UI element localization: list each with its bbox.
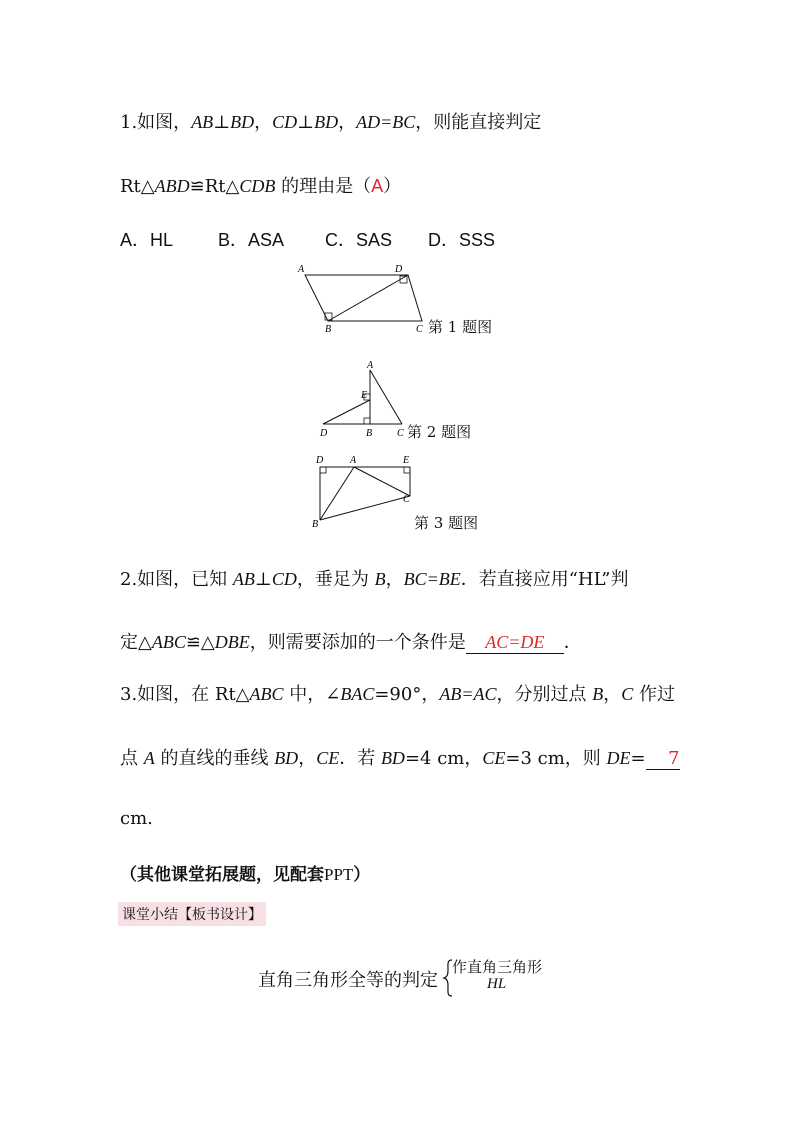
congruent-symbol: ≌△ xyxy=(185,632,215,653)
segment-cd: CD xyxy=(271,569,297,589)
figure-1-caption: 第 1 题图 xyxy=(428,318,493,336)
summary-tag: 课堂小结【板书设计】 xyxy=(118,902,266,926)
point-b: B xyxy=(592,684,604,704)
q1-answer: A xyxy=(371,176,384,196)
q3-text: ，分别过点 xyxy=(496,684,593,705)
label-a: A xyxy=(350,455,357,466)
value-bd: =4 cm， xyxy=(404,748,483,769)
triangle-cdb: CDB xyxy=(239,176,276,196)
segment-de xyxy=(323,400,370,424)
q1-options xyxy=(120,226,495,252)
q1-text: ，则能直接判定 xyxy=(415,112,542,133)
separator: ， xyxy=(385,569,404,590)
q3-unit: cm. xyxy=(120,808,153,829)
option-d: D．SSS xyxy=(428,230,496,250)
q1-text: ） xyxy=(383,176,402,197)
q2-line2 xyxy=(120,628,582,654)
separator: ， xyxy=(254,112,273,133)
q2-answer-blank: AC=DE xyxy=(466,632,564,654)
q3-text: =90°， xyxy=(374,684,440,705)
label-e: E xyxy=(361,390,368,401)
label-d: D xyxy=(395,264,403,275)
segment-bd: BD xyxy=(314,112,339,132)
segment-bd: BD xyxy=(230,112,255,132)
q2-text: 2.如图，已知 xyxy=(120,569,233,590)
right-angle-mark-b xyxy=(364,418,370,424)
equals-sign: = xyxy=(630,748,646,769)
q2-text: ． xyxy=(563,632,582,653)
figure-2 xyxy=(315,358,410,440)
summary-branch-2: HL xyxy=(487,976,507,992)
extension-note xyxy=(120,860,370,885)
diagonal-bd xyxy=(328,275,408,321)
q2-text: ．若直接应用“HL”判 xyxy=(460,569,629,590)
q3-text: 点 xyxy=(120,748,144,769)
label-b: B xyxy=(325,324,332,334)
q2-line1 xyxy=(120,565,628,591)
extension-ppt: PPT xyxy=(324,865,354,884)
angle-bac: BAC xyxy=(340,684,375,704)
q1-text: Rt△ xyxy=(120,176,155,197)
option-c: C．SAS xyxy=(325,230,393,250)
label-d: D xyxy=(320,428,328,439)
summary-branch-1: 作直角三角形 xyxy=(452,958,543,976)
q1-line2 xyxy=(120,172,401,198)
segment-cd: CD xyxy=(272,112,298,132)
label-d: D xyxy=(316,455,324,466)
segment-ce: CE xyxy=(482,748,506,768)
right-angle-mark-e xyxy=(404,467,410,473)
right-angle-mark-d xyxy=(320,467,326,473)
point-a: A xyxy=(143,748,155,768)
q2-text: ，垂足为 xyxy=(296,569,375,590)
perp-symbol: ⊥ xyxy=(213,112,231,133)
q3-text: 作过 xyxy=(633,684,675,705)
q3-line2 xyxy=(120,744,680,770)
extension-text: （其他课堂拓展题，见配套 xyxy=(120,865,324,885)
separator: ， xyxy=(603,684,622,705)
triangle-abc: ABC xyxy=(151,632,186,652)
segment-de: DE xyxy=(606,748,631,768)
separator: ， xyxy=(298,748,317,769)
figure-1 xyxy=(295,262,435,334)
segment-ce: CE xyxy=(316,748,340,768)
segment-bd: BD xyxy=(274,748,299,768)
label-e: E xyxy=(403,455,410,466)
label-c: C xyxy=(416,324,423,334)
parallelogram-abcd xyxy=(305,275,422,321)
option-a: A．HL xyxy=(120,230,174,250)
label-b: B xyxy=(366,428,373,439)
segment-bd: BD xyxy=(380,748,405,768)
summary-main: 直角三角形全等的判定 xyxy=(258,970,438,991)
label-c: C xyxy=(403,494,410,505)
q3-line1 xyxy=(120,680,675,706)
label-b: B xyxy=(312,519,319,530)
value-ce: =3 cm，则 xyxy=(505,748,607,769)
extension-text: ） xyxy=(353,865,371,885)
q2-text: ，则需要添加的一个条件是 xyxy=(249,632,466,653)
point-b: B xyxy=(374,569,386,589)
q1-text: 1.如图， xyxy=(120,112,192,133)
condition-ab-ac: AB=AC xyxy=(439,684,497,704)
q2-text: 定△ xyxy=(120,632,152,653)
q3-text: ．若 xyxy=(339,748,381,769)
segment-ab: AB xyxy=(191,112,214,132)
condition-ad-bc: AD=BC xyxy=(356,112,416,132)
q3-text: 3.如图，在 Rt△ xyxy=(120,684,250,705)
q3-text: 的直线的垂线 xyxy=(154,748,275,769)
separator: ， xyxy=(338,112,357,133)
segment-ac xyxy=(370,370,402,424)
figure-3 xyxy=(308,452,420,530)
label-a: A xyxy=(367,360,374,371)
label-c: C xyxy=(397,428,404,439)
label-a: A xyxy=(298,264,305,275)
point-c: C xyxy=(621,684,634,704)
triangle-abc: ABC xyxy=(249,684,284,704)
condition-bc-be: BC=BE xyxy=(403,569,461,589)
q3-answer-blank: 7 xyxy=(646,748,680,770)
perp-symbol: ⊥ xyxy=(254,569,272,590)
q1-line1 xyxy=(120,108,541,134)
triangle-abd: ABD xyxy=(154,176,190,196)
segment-ac xyxy=(354,467,410,496)
q3-text: 中，∠ xyxy=(283,684,341,705)
segment-ab: AB xyxy=(232,569,255,589)
triangle-dbe: DBE xyxy=(214,632,250,652)
option-b: B．ASA xyxy=(218,230,285,250)
figure-3-caption: 第 3 题图 xyxy=(414,514,479,532)
perp-symbol: ⊥ xyxy=(297,112,315,133)
q1-text: 的理由是（ xyxy=(275,176,372,197)
figure-2-caption: 第 2 题图 xyxy=(407,423,472,441)
congruent-symbol: ≌Rt△ xyxy=(189,176,240,197)
